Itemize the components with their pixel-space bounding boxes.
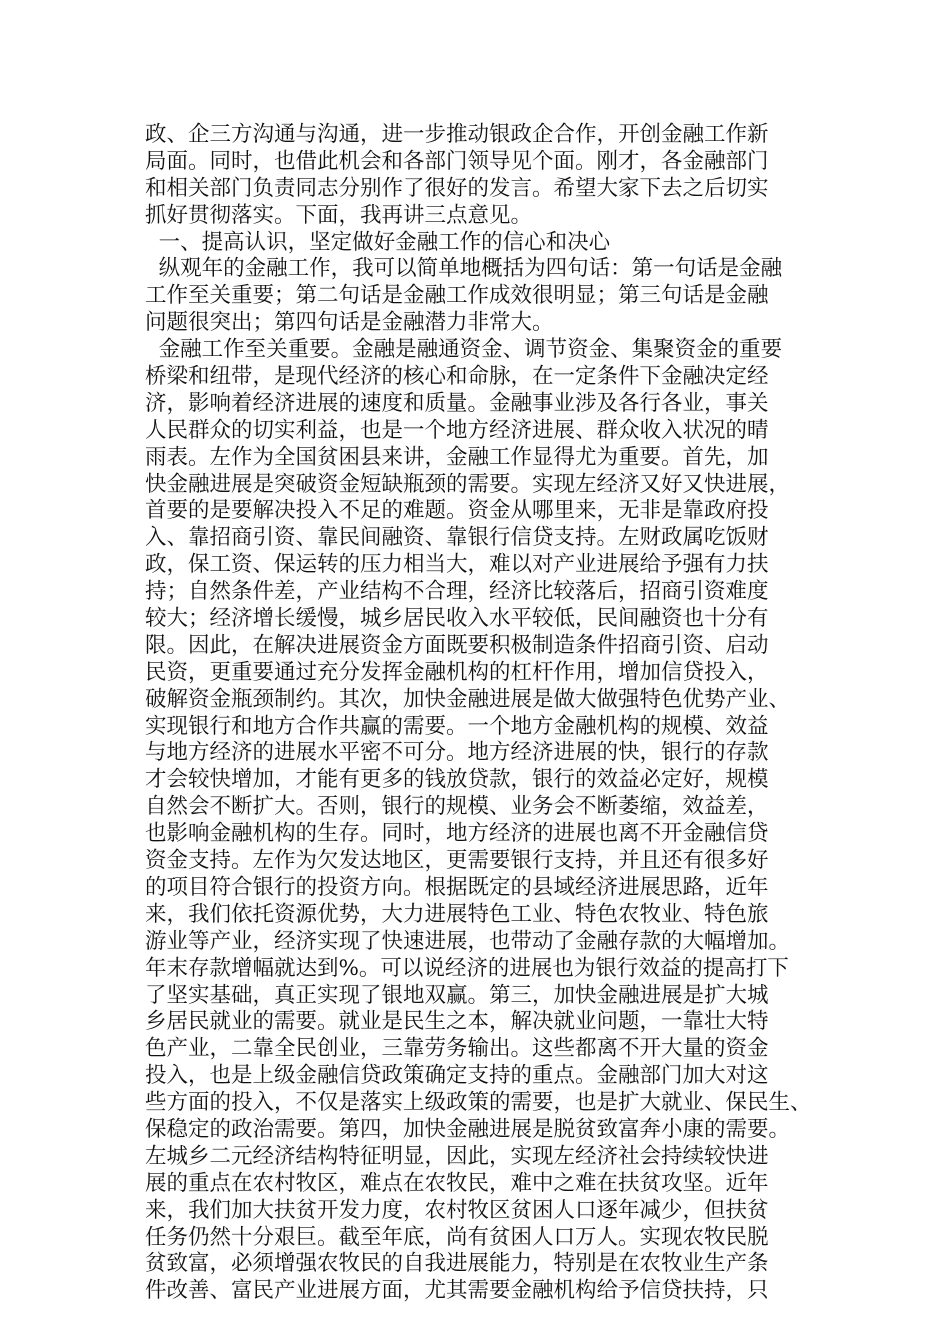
text-line: 限。因此，在解决进展资金方面既要积极制造条件招商引资、启动 [145, 632, 769, 658]
text-line: 才会较快增加，才能有更多的钱放贷款，银行的效益必定好，规模 [145, 767, 769, 793]
text-line: 实现银行和地方合作共赢的需要。一个地方金融机构的规模、效益 [145, 713, 769, 739]
text-line: 游业等产业，经济实现了快速进展，也带动了金融存款的大幅增加。 [145, 928, 791, 954]
text-line: 政、企三方沟通与沟通，进一步推动银政企合作，开创金融工作新 [145, 122, 769, 147]
text-line: 较大；经济增长缓慢，城乡居民收入水平较低，民间融资也十分有 [145, 606, 769, 632]
text-line: 年末存款增幅就达到%。可以说经济的进展也为银行效益的提高打下 [145, 955, 789, 981]
text-line: 展的重点在农村牧区，难点在农牧民，难中之难在扶贫攻坚。近年 [145, 1170, 769, 1196]
text-line: 快金融进展是突破资金短缺瓶颈的需要。实现左经济又好又快进展， [145, 471, 791, 497]
text-line: 件改善、富民产业进展方面，尤其需要金融机构给予信贷扶持，只 [145, 1278, 769, 1304]
text-line: 乡居民就业的需要。就业是民生之本，解决就业问题，一靠壮大特 [145, 1009, 769, 1035]
text-line: 破解资金瓶颈制约。其次，加快金融进展是做大做强特色优势产业、 [145, 686, 791, 712]
text-line: 抓好贯彻落实。下面，我再讲三点意见。 [145, 202, 533, 228]
text-line: 政，保工资、保运转的压力相当大，难以对产业进展给予强有力扶 [145, 552, 769, 578]
text-line: 的项目符合银行的投资方向。根据既定的县域经济进展思路，近年 [145, 874, 769, 900]
text-line: 投入，也是上级金融信贷政策确定支持的重点。金融部门加大对这 [145, 1063, 769, 1089]
text-line: 济，影响着经济进展的速度和质量。金融事业涉及各行各业，事关 [145, 390, 769, 416]
text-line: 人民群众的切实利益，也是一个地方经济进展、群众收入状况的晴 [145, 417, 769, 443]
text-line: 也影响金融机构的生存。同时，地方经济的进展也离不开金融信贷 [145, 821, 769, 847]
text-line: 了坚实基础，真正实现了银地双赢。第三，加快金融进展是扩大城 [145, 982, 769, 1008]
text-line: 左城乡二元经济结构特征明显，因此，实现左经济社会持续较快进 [145, 1143, 769, 1169]
text-line: 工作至关重要；第二句话是金融工作成效很明显；第三句话是金融 [145, 283, 769, 309]
text-line: 持；自然条件差，产业结构不合理，经济比较落后，招商引资难度 [145, 579, 769, 605]
text-line: 些方面的投入，不仅是落实上级政策的需要，也是扩大就业、保民生、 [145, 1090, 812, 1116]
text-line: 和相关部门负责同志分别作了很好的发言。希望大家下去之后切实 [145, 175, 769, 201]
text-line: 桥梁和纽带，是现代经济的核心和命脉，在一定条件下金融决定经 [145, 364, 769, 390]
text-line: 纵观年的金融工作，我可以简单地概括为四句话：第一句话是金融 [145, 256, 783, 282]
text-line: 首要的是要解决投入不足的难题。资金从哪里来，无非是靠政府投 [145, 498, 769, 524]
text-line: 问题很突出；第四句话是金融潜力非常大。 [145, 310, 554, 336]
text-line: 一、提高认识，坚定做好金融工作的信心和决心 [145, 229, 611, 255]
text-line: 金融工作至关重要。金融是融通资金、调节资金、集聚资金的重要 [145, 337, 783, 363]
text-line: 雨表。左作为全国贫困县来讲，金融工作显得尤为重要。首先，加 [145, 444, 769, 470]
text-line: 色产业，二靠全民创业，三靠劳务输出。这些都离不开大量的资金 [145, 1036, 769, 1062]
text-line: 保稳定的政治需要。第四，加快金融进展是脱贫致富奔小康的需要。 [145, 1116, 791, 1142]
text-line: 局面。同时，也借此机会和各部门领导见个面。刚才，各金融部门 [145, 148, 769, 174]
text-line: 自然会不断扩大。否则，银行的规模、业务会不断萎缩，效益差， [145, 794, 769, 820]
text-line: 入、靠招商引资、靠民间融资、靠银行信贷支持。左财政属吃饭财 [145, 525, 769, 551]
text-line: 贫致富，必须增强农牧民的自我进展能力，特别是在农牧业生产条 [145, 1251, 769, 1277]
text-line: 来，我们加大扶贫开发力度，农村牧区贫困人口逐年减少，但扶贫 [145, 1197, 769, 1223]
body-text [145, 122, 825, 1305]
text-line: 资金支持。左作为欠发达地区，更需要银行支持，并且还有很多好 [145, 848, 769, 874]
text-line: 与地方经济的进展水平密不可分。地方经济进展的快，银行的存款 [145, 740, 769, 766]
text-line: 任务仍然十分艰巨。截至年底，尚有贫困人口万人。实现农牧民脱 [145, 1224, 769, 1250]
text-line: 来，我们依托资源优势，大力进展特色工业、特色农牧业、特色旅 [145, 901, 769, 927]
text-line: 民资，更重要通过充分发挥金融机构的杠杆作用，增加信贷投入， [145, 659, 769, 685]
